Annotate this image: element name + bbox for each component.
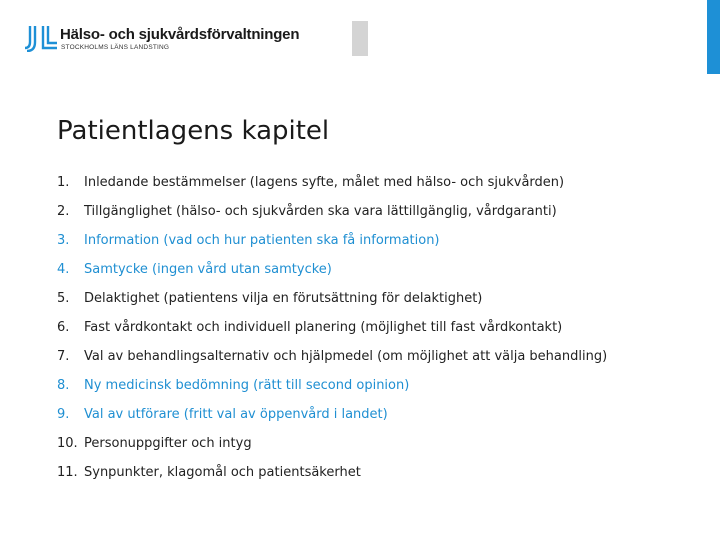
chapter-text: Fast vårdkontakt och individuell planering (möjlighet till fast vårdkontakt) [84, 320, 563, 335]
chapter-item [57, 349, 607, 378]
chapter-text: Synpunkter, klagomål och patientsäkerhet [84, 465, 361, 480]
chapter-number: 10. [57, 436, 78, 451]
chapter-number: 7. [57, 349, 70, 364]
chapter-number: 6. [57, 320, 70, 335]
chapter-text: Information (vad och hur patienten ska få information) [84, 233, 440, 248]
chapter-item [57, 204, 607, 233]
chapter-text: Delaktighet (patientens vilja en förutsättning för delaktighet) [84, 291, 483, 306]
chapter-item [57, 465, 607, 494]
chapter-text: Ny medicinsk bedömning (rätt till second opinion) [84, 378, 410, 393]
decorative-grey-block [352, 21, 368, 56]
chapter-number: 5. [57, 291, 70, 306]
organization-subtitle: STOCKHOLMS LÄNS LANDSTING [61, 44, 170, 51]
chapter-number: 2. [57, 204, 70, 219]
chapter-list [57, 175, 607, 494]
chapter-text: Tillgänglighet (hälso- och sjukvården ska vara lättillgänglig, vårdgaranti) [84, 204, 557, 219]
chapter-number: 1. [57, 175, 70, 190]
chapter-number: 8. [57, 378, 70, 393]
chapter-item [57, 378, 607, 407]
chapter-text: Personuppgifter och intyg [84, 436, 252, 451]
chapter-item [57, 320, 607, 349]
chapter-text: Val av utförare (fritt val av öppenvård i landet) [84, 407, 388, 422]
accent-bar [707, 0, 720, 74]
chapter-text: Samtycke (ingen vård utan samtycke) [84, 262, 332, 277]
chapter-text: Inledande bestämmelser (lagens syfte, målet med hälso- och sjukvården) [84, 175, 565, 190]
chapter-number: 3. [57, 233, 70, 248]
chapter-item [57, 262, 607, 291]
chapter-item [57, 436, 607, 465]
sll-logo-icon [24, 24, 58, 52]
chapter-item [57, 175, 607, 204]
chapter-number: 11. [57, 465, 78, 480]
slide-title: Patientlagens kapitel [57, 116, 330, 146]
chapter-number: 9. [57, 407, 70, 422]
chapter-item [57, 233, 607, 262]
chapter-number: 4. [57, 262, 70, 277]
chapter-item [57, 407, 607, 436]
organization-name: Hälso- och sjukvårdsförvaltningen [60, 26, 300, 43]
chapter-text: Val av behandlingsalternativ och hjälpmedel (om möjlighet att välja behandling) [84, 349, 608, 364]
chapter-item [57, 291, 607, 320]
